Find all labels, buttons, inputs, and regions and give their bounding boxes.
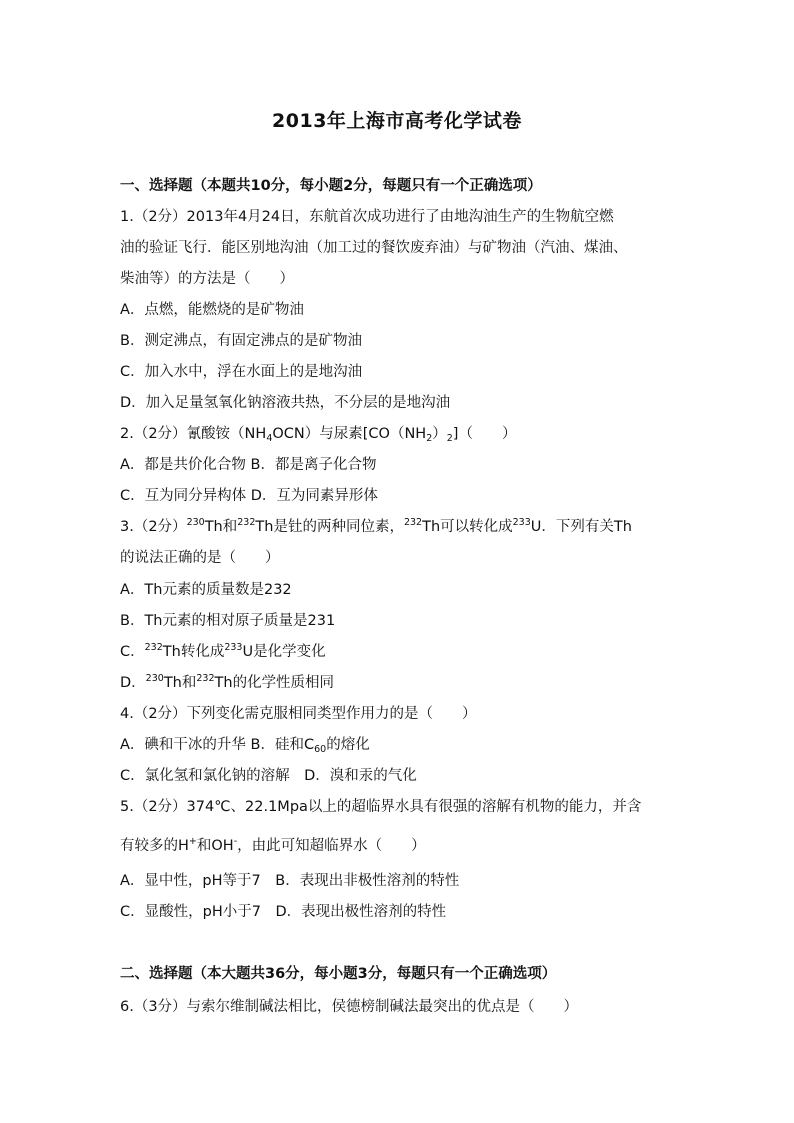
page-title: 2013年上海市高考化学试卷 — [272, 110, 522, 132]
question-5-line-1: 5.（2分）374℃、22.1Mpa以上的超临界水具有很强的溶解有机物的能力，并含 — [120, 799, 642, 815]
question-4-stem: 4.（2分）下列变化需克服相同类型作用力的是（ ） — [120, 706, 477, 722]
question-1-option-d: D．加入足量氢氧化钠溶液共热，不分层的是地沟油 — [120, 395, 451, 411]
question-1-line-3: 柴油等）的方法是（ ） — [120, 271, 294, 287]
question-4-options-cd: C．氯化氢和氯化钠的溶解 D．溴和汞的气化 — [120, 768, 417, 784]
question-2-options-cd: C．互为同分异构体 D．互为同素异形体 — [120, 488, 378, 504]
section-heading-1: 一、选择题（本题共10分，每小题2分，每题只有一个正确选项） — [120, 178, 542, 194]
question-5-options-cd: C．显酸性，pH小于7 D．表现出极性溶剂的特性 — [120, 904, 447, 920]
question-2-stem: 2.（2分）氰酸铵$(NH_4OCN)$与尿素$[CO(NH_2)_2]$（ ） — [120, 426, 517, 444]
question-3-option-b: B．Th元素的相对原子质量是231 — [120, 613, 336, 629]
question-5-line-2: 有较多的H+和OH-，由此可知超临界水（ ） — [120, 836, 426, 854]
question-1-option-b: B．测定沸点，有固定沸点的是矿物油 — [120, 333, 362, 349]
question-3-stem: 3.（2分）$^{230}$Th和$^{232}$Th是钍的两种同位素，$^{232}$Th可以转化成$^{233}$U．下列有关Th — [120, 517, 632, 535]
question-3-option-d: D．$^{230}$Th和$^{232}$Th的化学性质相同 — [120, 673, 335, 691]
question-1-line-1: 1.（2分）2013年4月24日，东航首次成功进行了由地沟油生产的生物航空燃 — [120, 209, 614, 225]
question-3-option-a: A．Th元素的质量数是232 — [120, 582, 292, 598]
question-2-options-ab: A．都是共价化合物 B．都是离子化合物 — [120, 457, 377, 473]
question-3-line-2: 的说法正确的是（ ） — [120, 550, 280, 566]
question-5-options-ab: A．显中性，pH等于7 B．表现出非极性溶剂的特性 — [120, 873, 460, 889]
question-1-option-a: A．点燃，能燃烧的是矿物油 — [120, 302, 304, 318]
question-4-options-ab: A．碘和干冰的升华 B．硅和$C_{60}$的熔化 — [120, 737, 370, 755]
question-3-option-c: C．$^{232}$Th转化成$^{233}$U是化学变化 — [120, 642, 326, 660]
section-heading-2: 二、选择题（本大题共36分，每小题3分，每题只有一个正确选项） — [120, 966, 557, 982]
question-1-option-c: C．加入水中，浮在水面上的是地沟油 — [120, 364, 363, 380]
question-6-stem: 6.（3分）与索尔维制碱法相比，侯德榜制碱法最突出的优点是（ ） — [120, 999, 579, 1015]
question-1-line-2: 油的验证飞行．能区别地沟油（加工过的餐饮废弃油）与矿物油（汽油、煤油、 — [120, 240, 628, 256]
